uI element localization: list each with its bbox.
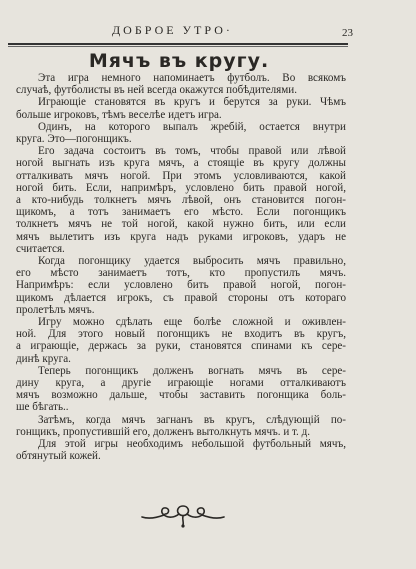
header-rule — [8, 43, 348, 47]
text-line: его мѣсто занимаетъ тотъ, кто пропустилъ мячъ. — [16, 267, 346, 280]
text-line: Напримѣръ: если условлено бить правой ногой, погон- — [16, 279, 346, 292]
text-line: а играющіе, держась за руки, становятся спинами къ сере- — [16, 340, 346, 353]
text-line: Его задача состоитъ въ томъ, чтобы правой или лѣвой — [38, 145, 346, 158]
text-line: ной. Для этого новый погонщикъ не входитъ въ кругъ, — [16, 328, 346, 341]
text-line: больше игроковъ, тѣмъ веселѣе идетъ игра. — [16, 108, 222, 121]
text-line: Когда погонщику удается выбросить мячъ правильно, — [38, 255, 346, 268]
text-line: считается. — [16, 242, 65, 255]
text-line: случаѣ, футболисты въ ней всегда окажутся побѣдителями. — [16, 84, 298, 97]
text-line: обтянутый кожей. — [16, 450, 101, 463]
text-line: пролетѣлъ мячъ. — [16, 303, 95, 316]
text-line: Теперь погонщикъ долженъ вогнать мячъ въ сере- — [38, 364, 346, 377]
text-line: Эта игра немного напоминаетъ футболъ. Во всякомъ — [38, 72, 346, 84]
article-body — [16, 72, 346, 463]
article-title: Мячъ въ кругу. — [88, 50, 270, 72]
text-line: Для этой игры необходимъ небольшой футбольный мячъ, — [38, 438, 346, 451]
text-line: гонщикъ, пропустившій его, долженъ вытолкнуть мячъ. и т. д. — [16, 425, 311, 438]
text-line: динѣ круга. — [16, 352, 71, 365]
text-line: ногой бить. Если, напримѣръ, условлено бить правой ногой, — [16, 181, 346, 194]
text-line: дину круга, а другіе играющіе ногами отталкиваютъ — [16, 377, 346, 390]
magazine-title: ДОБРОЕ УТРО· — [112, 23, 233, 37]
text-line: щикомъ дѣлается игрокъ, съ правой стороны отъ котораго — [16, 291, 346, 304]
text-line: Одинъ, на которого выпалъ жребій, остается внутри — [38, 120, 346, 133]
text-line: Затѣмъ, когда мячъ загнанъ въ кругъ, слѣдующій по- — [38, 413, 346, 426]
text-line: круга. Это—погонщикъ. — [16, 133, 132, 146]
floral-vignette-icon — [138, 500, 228, 530]
page-number: 23 — [342, 27, 353, 39]
text-line: Игру можно сдѣлать еще болѣе сложной и оживлен- — [38, 316, 346, 329]
text-line: щикомъ, а тотъ занимаетъ его мѣсто. Если погонщикъ — [16, 206, 346, 219]
text-line: Играющіе становятся въ кругъ и берутся за руки. Чѣмъ — [38, 96, 346, 109]
text-line: отталкивать мячъ ногой. При этомъ условливаются, какой — [16, 169, 346, 182]
text-line: толкнетъ мячъ не той ногой, какой нужно бить, или если — [16, 218, 346, 231]
text-line: ше бѣгать.. — [16, 401, 69, 414]
text-line: мячъ возможно дальше, чтобы заставить погонщика боль- — [16, 389, 346, 402]
text-line: а кто-нибудь толкнетъ мячъ лѣвой, онъ становится погон- — [16, 194, 346, 207]
text-line: ногой выгнать изъ круга мячъ, а стоящіе въ кругу должны — [16, 157, 346, 170]
text-line: мячъ вылетитъ изъ круга надъ руками игроковъ, ударъ не — [16, 230, 346, 243]
